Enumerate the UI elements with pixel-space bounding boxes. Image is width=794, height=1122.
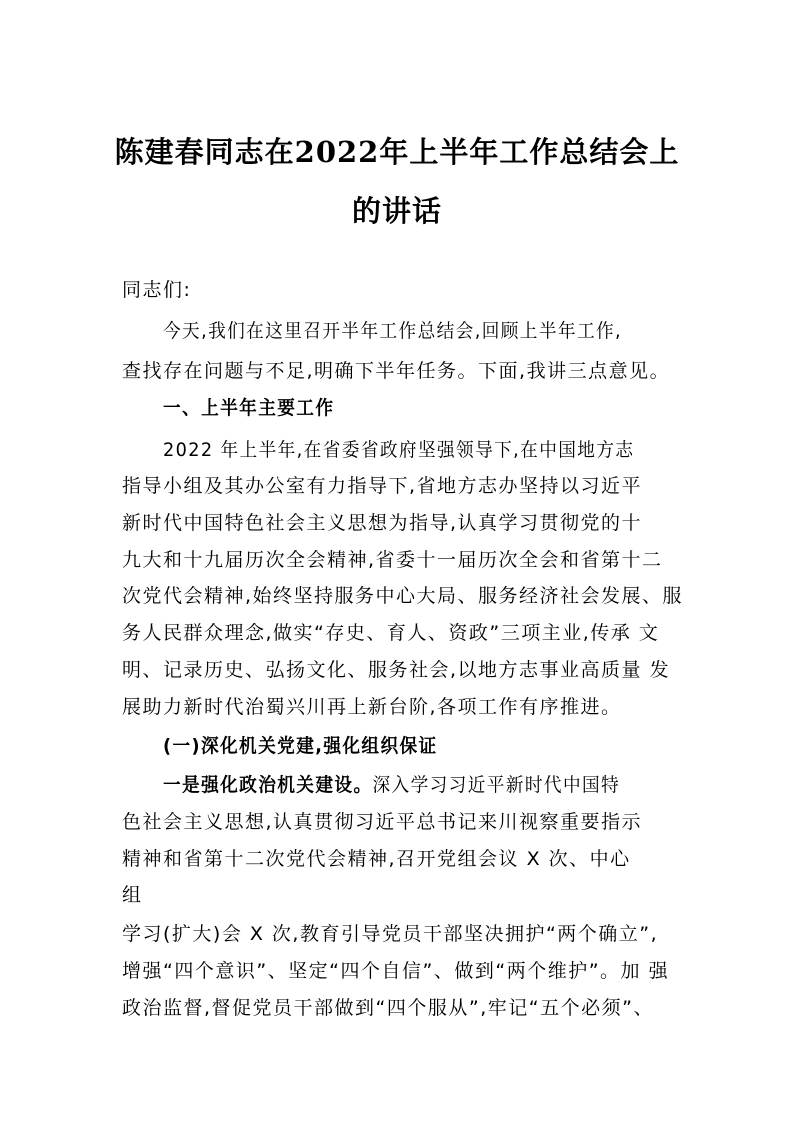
body-line: 新时代中国特色社会主义思想为指导,认真学习贯彻党的十 (122, 512, 643, 534)
body-line: 九大和十九届历次全会精神,省委十一届历次全会和省第十二 (122, 549, 663, 571)
body-line: 2022 年上半年,在省委省政府坚强领导下,在中国地方志 (163, 439, 635, 461)
salutation: 同志们: (122, 279, 192, 301)
body-line: 组 (122, 884, 143, 906)
body-line: 增强“四个意识”、坚定“四个自信”、做到“两个维护”。加 强 (122, 960, 670, 982)
body-line: 查找存在问题与不足,明确下半年任务。下面,我讲三点意见。 (122, 360, 671, 382)
bold-lead-in: 一是强化政治机关建设。 (163, 774, 373, 796)
body-line: 色社会主义思想,认真贯彻习近平总书记来川视察重要指示 (122, 811, 643, 833)
document-title-line-1: 陈建春同志在2022年上半年工作总结会上 (114, 135, 680, 169)
body-line: 明、记录历史、弘扬文化、服务社会,以地方志事业高质量 发 (122, 659, 671, 681)
section-heading: 一、上半年主要工作 (163, 397, 335, 419)
document-title-line-2: 的讲话 (351, 194, 442, 228)
body-line: 今天,我们在这里召开半年工作总结会,回顾上半年工作, (163, 320, 623, 342)
body-text: 深入学习习近平新时代中国特 (372, 774, 621, 796)
body-line: 务人民群众理念,做实“存史、育人、资政”三项主业,传承 文 (122, 622, 660, 644)
body-line (163, 772, 702, 798)
body-line: 展助力新时代治蜀兴川再上新台阶,各项工作有序推进。 (122, 696, 622, 718)
body-line: 政治监督,督促党员干部做到“四个服从”,牢记“五个必须”、 (122, 997, 654, 1019)
body-line: 指导小组及其办公室有力指导下,省地方志办坚持以习近平 (122, 475, 643, 497)
body-line: 次党代会精神,始终坚持服务中心大局、服务经济社会发展、服 (122, 585, 684, 607)
body-line: 学习(扩大)会 X 次,教育引导党员干部坚决拥护“两个确立”, (122, 923, 659, 945)
subsection-heading: (一)深化机关党建,强化组织保证 (163, 735, 438, 757)
body-line: 精神和省第十二次党代会精神,召开党组会议 X 次、中心 (122, 848, 631, 870)
